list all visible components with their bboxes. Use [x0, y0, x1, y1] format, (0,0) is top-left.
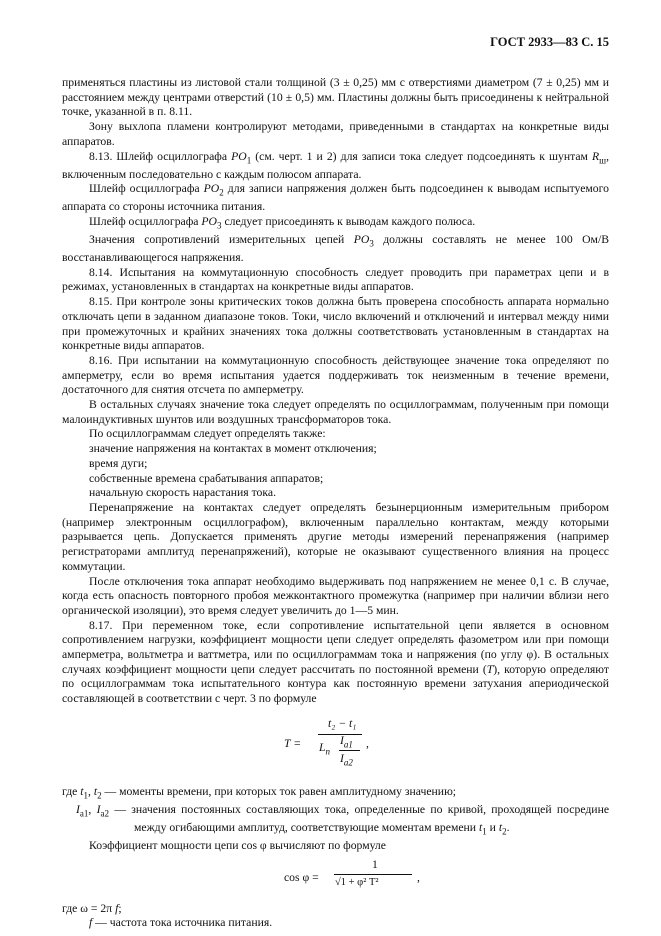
formula-ln: $L_n$ — [319, 740, 331, 757]
formula-numerator: 1 — [372, 857, 378, 871]
paragraph-8-17 — [62, 619, 609, 707]
text: Шлейф осциллографа — [89, 182, 204, 196]
formula-power-factor — [62, 858, 609, 896]
symbol-t: T — [486, 662, 494, 676]
text: — значения постоянных составляющих тока, определенные по кривой, проходящей посредине между огибающими амплитуд, соответствующие моментам времени — [109, 802, 610, 834]
text: — моменты времени, при которых ток равен амплитудному значению; — [101, 784, 457, 798]
list-item: собственные времена срабатывания аппаратов; — [89, 471, 324, 485]
text: Значения сопротивлений измерительных цепей — [89, 233, 354, 247]
formula-denominator: √1 + φ² T² — [335, 876, 379, 888]
fraction-line — [334, 874, 412, 875]
subscript: 3 — [369, 238, 374, 249]
formula-lhs: cos φ = — [284, 870, 319, 884]
paragraph — [62, 215, 609, 233]
text: следует присоединять к выводам каждого полюса. — [221, 214, 476, 228]
text: , включенным последовательно с каждым полюсом аппарата. — [62, 149, 609, 181]
subscript: ш — [599, 154, 607, 165]
text: Шлейф осциллографа — [89, 214, 202, 228]
text: — частота тока источника питания. — [92, 916, 273, 930]
paragraph: В остальных случаях значение тока следует определять по осциллограммам, полученным при помощи малоиндуктивных шунтов или воздушных трансформаторов тока. — [62, 398, 609, 426]
text: где — [62, 784, 81, 798]
symbol-r: R — [591, 149, 600, 163]
list-item: значение напряжения на контактах в момент отключения; — [89, 442, 377, 456]
symbol-po: PO — [231, 149, 247, 163]
paragraph — [62, 182, 609, 215]
paragraph: После отключения тока аппарат необходимо выдерживать под напряжением не менее 0,1 с. В случае, когда есть опасность повторного пробоя межконтактного промежутка (например при наличии вблизи него органической изоляции), это время следует увеличить до 1—5 мин. — [62, 574, 609, 617]
document-body — [62, 76, 609, 931]
paragraph-8-14: 8.14. Испытания на коммутационную способность следует проводить при параметрах цепи и в режимах, установленных в стандартах на конкретные виды аппаратов. — [62, 265, 609, 294]
formula-lhs: T = — [284, 736, 302, 750]
text: 8.13. Шлейф осциллографа — [89, 149, 232, 163]
where-omega: где ω = 2π f; — [62, 901, 122, 915]
formula-numerator: t₂ − t₁ — [328, 716, 357, 730]
paragraph — [62, 233, 609, 266]
inner-fraction-line — [339, 750, 360, 751]
subscript: 1 — [246, 154, 252, 165]
subscript: 2 — [219, 187, 224, 198]
text: где ω = 2π — [62, 901, 116, 915]
paragraph-8-13 — [62, 150, 609, 183]
inner-numerator: $I_{a1}$ — [340, 733, 353, 750]
subscript: 3 — [217, 220, 222, 231]
symbol-po: PO — [203, 182, 220, 196]
paragraph: Перенапряжение на контактах следует определять безынерционным измерительным прибором (например электронным осциллографом), включенным параллельно контактам, между которыми разрывается цепь. Допускается применять другие методы измерений перенапряжения (например регистраторами амплитуд перенапряжений), которые не оказывают существенного влияния на процесс коммутации. — [62, 501, 609, 573]
where-t1-t2: где $t_1$, $t_2$ — моменты времени, при которых ток равен амплитудному значению; — [62, 784, 457, 801]
paragraph: Коэффициент мощности цепи cos φ вычисляют по формуле — [89, 838, 386, 852]
paragraph-8-15: 8.15. При контроле зоны критических токов должна быть проверена способность аппарата нормально отключать цепи в заданном диапазоне токов. Токи, число включений и отключений и интервал между ними при промежуточных и крайних значениях тока должны соответствовать установленным в стандартах на конкретные виды аппаратов. — [62, 295, 609, 353]
where-ia1-ia2: $I_{a1}$, $I_{a2}$ — значения постоянных составляющих тока, определенные по кривой, проходящей посредине между огибающими амплитуд, соответствующие моментам времени $t_1$ и $t_2$. — [76, 802, 610, 837]
where-f: f — частота тока источника питания. — [89, 916, 273, 930]
symbol-po: PO — [353, 233, 370, 247]
text: ), которую определяют по осциллограммам тока испытательного контура как постоянную времени затухания апериодической составляющей в соответствии с черт. 3 по формуле — [62, 662, 609, 706]
formula-time-constant — [62, 713, 609, 781]
paragraph: По осциллограммам следует определять также: — [89, 427, 326, 441]
formula-tail: , — [366, 736, 369, 750]
text: 8.17. При переменном токе, если сопротивление испытательной цепи является в основном сопротивлением нагрузки, коэффициент мощности цепи следует определять фазометром или при помощи амперметра, вольтметра и ваттметра, или по осциллограммам тока и напряжения (по углу φ). В остальных случаях коэффициент мощности цепи следует рассчитать по постоянной времени ( — [62, 618, 609, 676]
text: (см. черт. 1 и 2) для записи тока следует подсоединять к шунтам — [251, 149, 592, 163]
text: для записи напряжения должен быть подсоединен к выводам испытуемого аппарата со стороны источника питания. — [62, 182, 609, 214]
list-item: начальную скорость нарастания тока. — [89, 486, 277, 500]
paragraph-8-16: 8.16. При испытании на коммутационную способность действующее значение тока определяют по амперметру, если во время испытания удается поддерживать ток неизменным в течение времени, достаточного для снятия отсчета по амперметру. — [62, 353, 609, 397]
formula-tail: , — [417, 870, 420, 884]
paragraph: Зону выхлопа пламени контролируют методами, приведенными в стандартах на конкретные виды аппаратов. — [62, 120, 609, 148]
text: должны составлять не менее 100 Ом/В восстанавливающегося напряжения. — [62, 233, 609, 265]
page-header: ГОСТ 2933—83 С. 15 — [490, 35, 609, 49]
paragraph: применяться пластины из листовой стали толщиной (3 ± 0,25) мм с отверстиями диаметром (7 ± 0,25) мм и расстоянием между центрами отверстий (10 ± 0,5) мм. Пластины должны быть присоединены к нейтральной точке, указанной в п. 8.11. — [62, 76, 609, 119]
list-item: время дуги; — [89, 456, 148, 470]
symbol-po: PO — [201, 214, 218, 228]
inner-denominator: $I_{a2}$ — [340, 751, 353, 768]
